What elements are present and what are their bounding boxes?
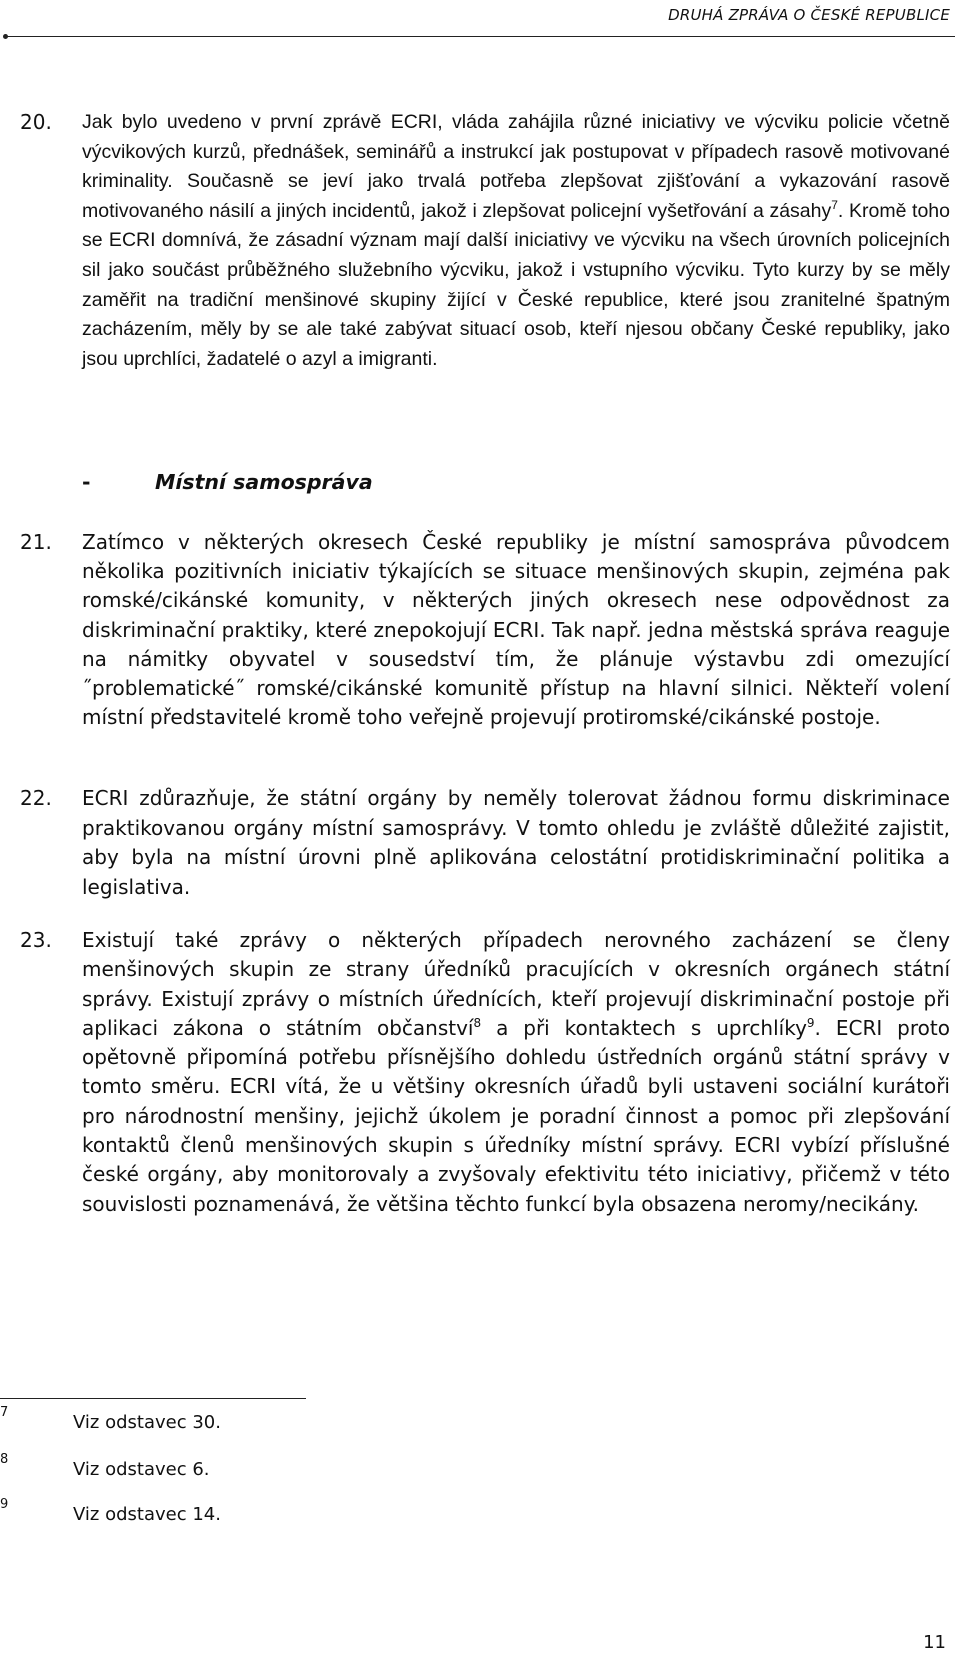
- paragraph-number: 23.: [20, 928, 52, 952]
- paragraph-number: 22.: [20, 786, 52, 810]
- paragraph-text: [82, 926, 950, 1219]
- paragraph-text: ECRI zdůrazňuje, že státní orgány by neměly tolerovat žádnou formu diskriminace praktikovanou orgány místní samosprávy. V tomto ohledu je zvláště důležité zajistit, aby byla na místní úrovni plně aplikována celostátní protidiskriminační politika a legislativa.: [82, 786, 950, 899]
- paragraph-22: [20, 784, 950, 902]
- paragraph-text-part: . Kromě toho se ECRI domnívá, že zásadní význam mají další iniciativy ve výcviku na všech úrovních policejních sil jako součást průběžného služebního výcviku, jakož i vstupního výcviku. Tyto kurzy by se měly zaměřit na tradiční menšinové skupiny žijící v České republice, které jsou zranitelné špatným zacházením, měly by se ale také zabývat situací osob, kteří njesou občany České republiky, jako jsou uprchlíci, žadatelé o azyl a imigranti.: [82, 199, 950, 370]
- paragraph-text-part: . ECRI proto opětovně připomíná potřebu přísnějšího dohledu ústředních orgánů státní správy v tomto směru. ECRI vítá, že u většiny okresních úřadů byli ustaveni sociální kurátoři pro národnostní menšiny, jejichž úkolem je poradní činnost a pomoc při zlepšování kontaktů členů menšinových skupin s úředníky místní správy. ECRI vybízí příslušné české orgány, aby monitorovaly a zvyšovaly efektivitu této iniciativy, přičemž v této souvislosti poznamenává, že většina těchto funkcí byla obsazena neromy/necikány.: [82, 1015, 950, 1216]
- paragraph-23: [20, 926, 950, 1219]
- running-header: DRUHÁ ZPRÁVA O ČESKÉ REPUBLICE: [668, 6, 950, 24]
- paragraph-number: 21.: [20, 530, 52, 554]
- paragraph-text: Zatímco v některých okresech České republiky je místní samospráva původcem několika pozitivních iniciativ týkajících se situace menšinových skupin, zejména pak romské/cikánské komunity, v některých jiných okresech nese odpovědnost za diskriminační praktiky, které znepokojují ECRI. Tak např. jedna městská správa reaguje na námitky obyvatel v sousedství tím, že plánuje výstavbu zdi omezující ˝problematické˝ romské/cikánské komunitě přístup na hlavní silnici. Někteří volení místní představitelé kromě toho veřejně projevují protiromské/cikánské postoje.: [82, 530, 950, 730]
- paragraph-text: [82, 108, 950, 374]
- section-title: Místní samospráva: [155, 470, 373, 494]
- footnote-separator: [0, 1398, 306, 1399]
- section-dash: -: [82, 470, 91, 494]
- paragraph-text-part: Jak bylo uvedeno v první zprávě ECRI, vláda zahájila různé iniciativy ve výcviku policie včetně výcvikových kurzů, přednášek, seminářů a instrukcí jak postupovat v případech rasově motivované kriminality. Současně se jeví jako trvalá potřeba zlepšovat zjišťování a vykazování rasově motivovaného násilí a jiných incidentů, jakož i zlepšovat policejní vyšetřování a zásahy: [82, 111, 950, 222]
- footnote-8: [0, 1452, 210, 1480]
- footnote-9: [0, 1497, 221, 1525]
- footnote-reference[interactable]: 7: [831, 197, 838, 212]
- footnote-text: Viz odstavec 30.: [73, 1412, 221, 1433]
- footnote-text: Viz odstavec 14.: [73, 1504, 221, 1525]
- footnote-7: [0, 1405, 221, 1433]
- paragraph-21: [20, 528, 950, 732]
- footnote-number: 9: [0, 1497, 9, 1512]
- section-heading: [82, 470, 373, 494]
- footnote-reference[interactable]: 9: [806, 1015, 815, 1030]
- footnote-text: Viz odstavec 6.: [73, 1459, 210, 1480]
- paragraph-text-part: Existují také zprávy o některých případech nerovného zacházení se členy menšinových skupin ze strany úředníků pracujících v okresních orgánech státní správy. Existují zprávy o místních úřednících, kteří projevují diskriminační postoje při aplikaci zákona o státním občanství: [82, 928, 950, 1040]
- paragraph-number: 20.: [20, 110, 52, 134]
- header-rule: [6, 36, 955, 37]
- footnote-number: 8: [0, 1452, 9, 1467]
- page-number: 11: [923, 1632, 946, 1653]
- paragraph-text-part: a při kontaktech s uprchlíky: [481, 1015, 807, 1040]
- footnote-reference[interactable]: 8: [473, 1015, 482, 1030]
- paragraph-20: [20, 108, 950, 374]
- footnote-number: 7: [0, 1405, 9, 1420]
